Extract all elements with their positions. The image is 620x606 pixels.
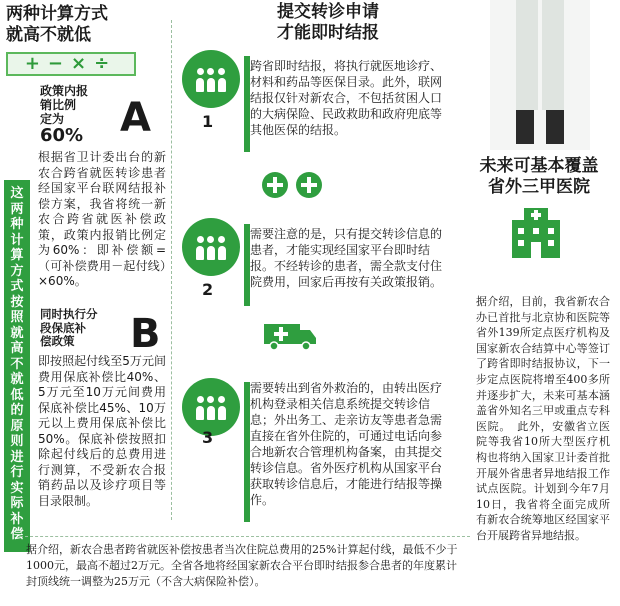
step-1	[176, 50, 446, 170]
medical-cross-icon	[296, 172, 322, 198]
right-title-line-1: 未来可基本覆盖	[479, 156, 599, 176]
policy-b-text: 即按照起付线至5万元间费用保底补偿比40%、5万元至10万元间费用保底补偿比45%、10万元以上费用保底补偿比50%。保底补偿按照扣除起付线后的总费用进行测算，不受新农合报销药品以及诊疗项目等目录限制。	[38, 354, 166, 508]
bottom-divider	[20, 536, 470, 537]
medical-cross-icon	[262, 172, 288, 198]
middle-section-title	[208, 2, 448, 44]
policy-a-label-line-3: 定为	[40, 112, 65, 126]
policy-a-percent: 60%	[40, 125, 84, 146]
middle-title-line-2: 才能即时结报	[277, 23, 379, 43]
policy-a-letter: A	[120, 95, 151, 141]
bottom-note-text: 据介绍，新农合患者跨省就医补偿按患者当次住院总费用的25%计算起付线，最低不少于1000元，最高不超过2万元。全省各地将经国家新农合平台即时结报参合患者的年度累计封顶线统一调整为25万元（不含大病保险补偿）。	[26, 543, 458, 588]
policy-b-label-line-1: 同时执行分	[40, 307, 98, 321]
left-section-title	[6, 4, 171, 46]
hospital-icon	[506, 206, 566, 258]
people-icon	[182, 50, 240, 108]
step-3	[176, 378, 446, 528]
step-1-number: 1	[202, 112, 214, 131]
step-3-number: 3	[202, 428, 214, 447]
policy-a-label	[40, 84, 120, 146]
people-icon	[182, 218, 240, 276]
policy-a-label-line-2: 销比例	[40, 98, 77, 112]
left-title-line-2: 就高不就低	[6, 25, 91, 45]
policy-b-label-line-3: 偿政策	[40, 334, 75, 348]
middle-title-line-1: 提交转诊申请	[277, 2, 379, 22]
right-section-title	[464, 156, 614, 198]
left-title-line-1: 两种计算方式	[6, 4, 108, 24]
step-2-text: 需要注意的是，只有提交转诊信息的患者，才能实现经国家平台即时结报。不经转诊的患者，需全款支付住院费用，回家后再按有关政策报销。	[250, 227, 443, 289]
vertical-banner	[4, 180, 30, 552]
column-divider	[171, 20, 172, 520]
math-operators-icon: +−×÷	[6, 52, 136, 76]
step-2-number: 2	[202, 280, 214, 299]
policy-b-letter: B	[130, 311, 161, 357]
vertical-banner-text: 这两种计算方式按照就高不就低的原则进行实际补偿	[10, 186, 24, 542]
policy-a-text: 根据省卫计委出台的新农合跨省就医转诊患者经国家平台联网结报补偿方案，我省将统一新农合跨省就医补偿政策，政策内报销比例定为60%：即补偿额=（可补偿费用－起付线）×60%。	[38, 150, 166, 288]
policy-b-label	[40, 308, 128, 349]
doctor-figure-icon	[470, 0, 610, 150]
right-section-text: 据介绍，目前，我省新农合办已首批与北京协和医院等省外139所定点医疗机构及国家新农合结算中心等签订了跨省即时结报协议，下一步定点医院将增至400多所并逐步扩大，未来可基本涵盖省外知名三甲或重点专科医院。 此外，安徽省立医院等我省10所大型医疗机构也将纳入国家卫计委首批开展外省患者异地结报工作试点医院。计划到今年7月10日，我省将全面完成所有新农合统筹地区经国家平台开展跨省异地结报。	[476, 295, 610, 542]
step-3-text: 需要转出到省外救治的，由转出医疗机构登录相关信息系统提交转诊信息；外出务工、走亲访友等患者急需直接在省外住院的，可通过电话向参合地新农合管理机构备案，由其提交转诊信息。省外医疗机构从国家平台获取转诊信息后，才能进行结报等操作。	[250, 381, 443, 507]
ambulance-icon	[262, 318, 318, 352]
policy-b-label-line-2: 段保底补	[40, 320, 86, 335]
policy-a-label-line-1: 政策内报	[40, 84, 89, 98]
right-title-line-2: 省外三甲医院	[488, 177, 590, 197]
step-2	[176, 218, 446, 318]
step-1-text: 跨省即时结报，将执行就医地诊疗、材料和药品等医保目录。此外，联网结报仅针对新农合，不包括贫困人口的大病保险、民政救助和政府兜底等其他医保的结报。	[250, 59, 443, 137]
